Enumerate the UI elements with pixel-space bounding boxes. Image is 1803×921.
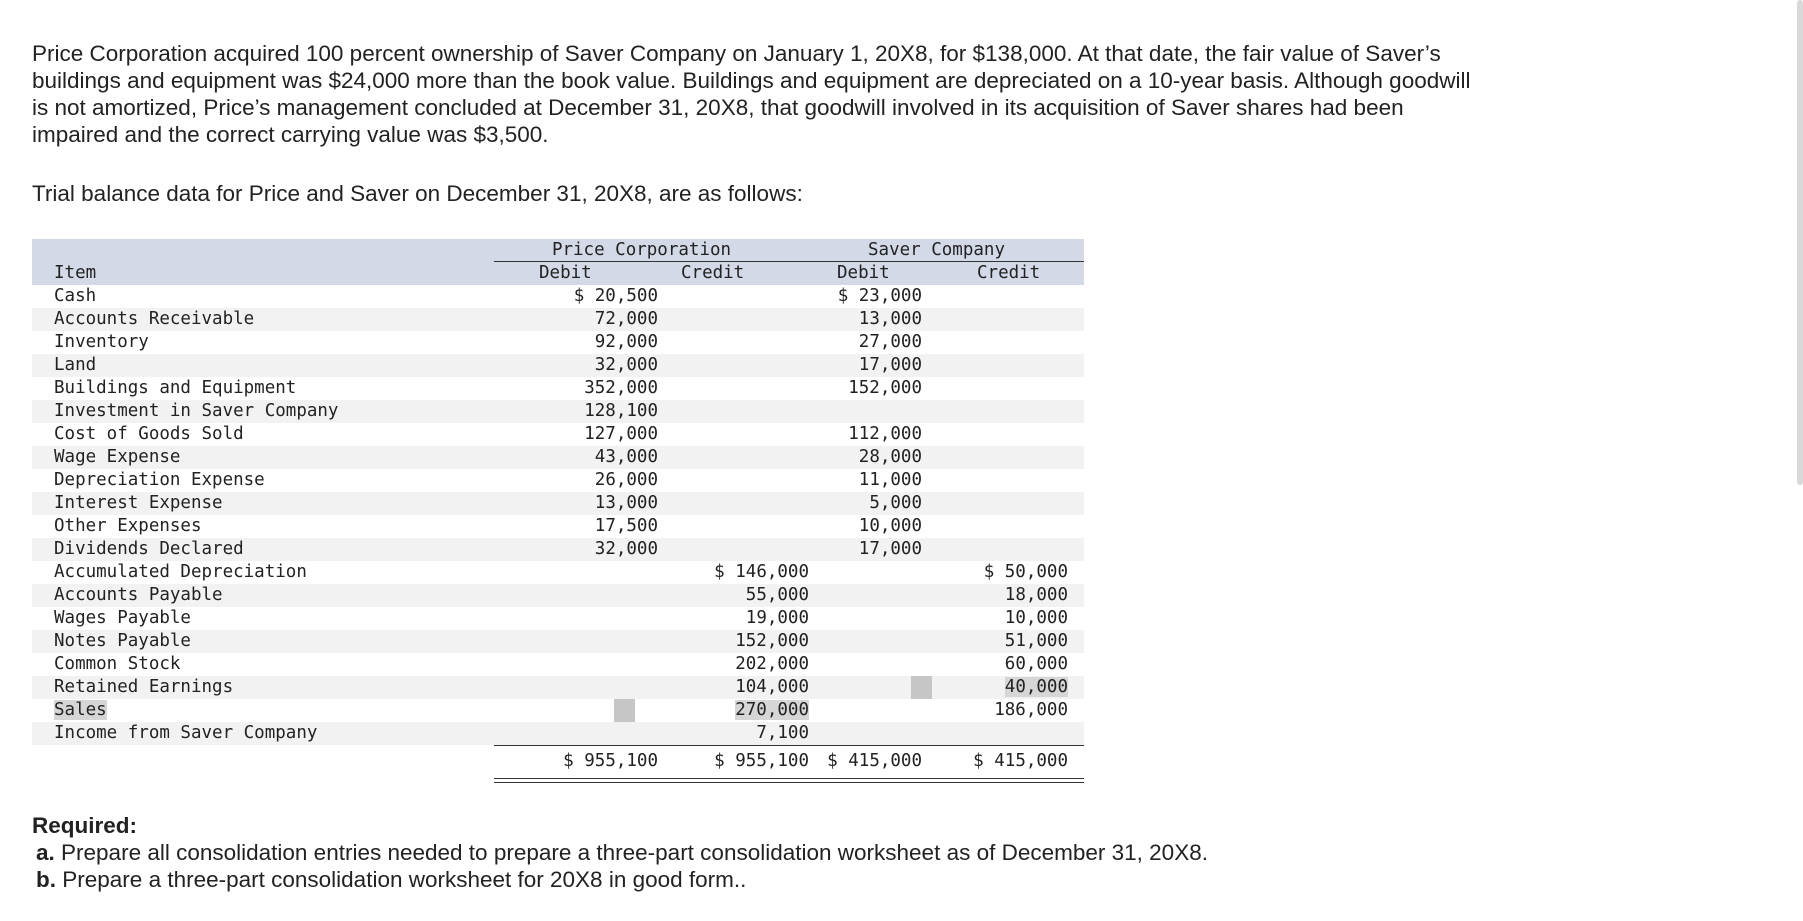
requirement-b (32, 866, 1208, 893)
price-debit-value: 32,000 (594, 539, 658, 559)
saver-debit-value: 152,000 (848, 378, 922, 398)
price-corporation-header: Price Corporation (494, 240, 789, 262)
table-row (32, 630, 1084, 653)
price-debit-total: $ 955,100 (563, 751, 658, 771)
table-row (32, 515, 1084, 538)
price-debit-value: 17,500 (594, 516, 658, 536)
row-item-label-highlight: Sales (54, 700, 107, 720)
price-credit-value: 202,000 (735, 654, 809, 674)
selection-marker (614, 699, 635, 722)
saver-credit-value: 18,000 (1004, 585, 1068, 605)
row-item-label: Income from Saver Company (54, 723, 318, 743)
table-row (32, 354, 1084, 377)
price-credit-value: $ 146,000 (714, 562, 809, 582)
saver-credit-value: 51,000 (1004, 631, 1068, 651)
price-debit-value: 13,000 (594, 493, 658, 513)
saver-debit-value: 13,000 (858, 309, 922, 329)
saver-credit-header: Credit (977, 263, 1041, 283)
row-item-label: Cash (54, 286, 97, 306)
saver-debit-total: $ 415,000 (827, 751, 922, 771)
row-item-label: Other Expenses (54, 516, 202, 536)
price-credit-value: 55,000 (745, 585, 809, 605)
price-credit-value (649, 699, 809, 722)
saver-credit-value: 186,000 (994, 700, 1068, 720)
row-item-label: Retained Earnings (54, 677, 234, 697)
required-section (32, 812, 1208, 893)
row-item-label: Wage Expense (54, 447, 181, 467)
requirement-a-text: Prepare all consolidation entries needed to prepare a three-part consolidation worksheet as of December 31, 20X8. (61, 840, 1208, 865)
requirement-a-letter: a. (36, 840, 55, 865)
saver-debit-value: 17,000 (858, 539, 922, 559)
table-row (32, 400, 1084, 423)
price-credit-value: 152,000 (735, 631, 809, 651)
row-item-label: Investment in Saver Company (54, 401, 339, 421)
requirement-b-text: Prepare a three-part consolidation worksheet for 20X8 in good form.. (62, 867, 747, 892)
row-item-label: Wages Payable (54, 608, 191, 628)
price-credit-total: $ 955,100 (714, 751, 809, 771)
row-item-label: Land (54, 355, 97, 375)
row-item-label: Accumulated Depreciation (54, 562, 307, 582)
table-row (32, 492, 1084, 515)
saver-credit-value-highlight: 40,000 (1004, 677, 1068, 697)
saver-debit-value: 10,000 (858, 516, 922, 536)
requirement-b-letter: b. (36, 867, 56, 892)
saver-credit-value: 60,000 (1004, 654, 1068, 674)
price-credit-value: 104,000 (735, 677, 809, 697)
saver-credit-value: $ 50,000 (983, 562, 1068, 582)
price-debit-header: Debit (539, 263, 592, 283)
table-row (32, 653, 1084, 676)
saver-debit-value: 17,000 (858, 355, 922, 375)
page-scrollbar[interactable] (1797, 0, 1803, 485)
table-row (32, 584, 1084, 607)
table-row (32, 607, 1084, 630)
totals-row (32, 750, 1084, 773)
price-credit-value: 7,100 (756, 723, 809, 743)
price-debit-value: 92,000 (594, 332, 658, 352)
saver-credit-value: 10,000 (1004, 608, 1068, 628)
table-row (32, 446, 1084, 469)
saver-debit-value: 11,000 (858, 470, 922, 490)
price-debit-value: 32,000 (594, 355, 658, 375)
row-item-label: Cost of Goods Sold (54, 424, 244, 444)
price-credit-value: 19,000 (745, 608, 809, 628)
table-row (32, 308, 1084, 331)
item-column-header: Item (54, 263, 97, 283)
requirement-a (32, 839, 1208, 866)
price-debit-value: $ 20,500 (573, 286, 658, 306)
table-row (32, 285, 1084, 308)
row-item-label: Common Stock (54, 654, 181, 674)
saver-debit-value: 5,000 (869, 493, 922, 513)
row-item-label (54, 699, 107, 722)
table-row (32, 722, 1084, 745)
selection-marker (911, 676, 932, 699)
row-item-label: Notes Payable (54, 631, 191, 651)
saver-debit-value: 112,000 (848, 424, 922, 444)
required-label: Required: (32, 813, 138, 838)
row-item-label: Buildings and Equipment (54, 378, 297, 398)
saver-debit-header: Debit (837, 263, 890, 283)
table-row (32, 331, 1084, 354)
table-row (32, 377, 1084, 400)
row-item-label: Depreciation Expense (54, 470, 265, 490)
table-row (32, 699, 1084, 722)
saver-debit-value: 27,000 (858, 332, 922, 352)
row-item-label: Accounts Receivable (54, 309, 255, 329)
saver-credit-total: $ 415,000 (973, 751, 1068, 771)
price-debit-value: 72,000 (594, 309, 658, 329)
problem-paragraph: Price Corporation acquired 100 percent ownership of Saver Company on January 1, 20X8, for $138,000. At that date, the fair value of Saver’s buildings and equipment was $24,000 more than the book value. Buildings and equipment are depreciated on a 10-year basis. Although goodwill is not amortized, Price’s management concluded at December 31, 20X8, that goodwill involved in its acquisition of Saver shares had been impaired and the correct carrying value was $3,500. (32, 41, 1471, 147)
price-debit-value: 128,100 (584, 401, 658, 421)
saver-debit-value: $ 23,000 (837, 286, 922, 306)
table-row (32, 469, 1084, 492)
price-debit-value: 127,000 (584, 424, 658, 444)
price-credit-value-highlight: 270,000 (735, 700, 809, 720)
row-item-label: Dividends Declared (54, 539, 244, 559)
price-debit-value: 26,000 (594, 470, 658, 490)
price-debit-value: 352,000 (584, 378, 658, 398)
totals-rule (494, 745, 1084, 746)
table-row (32, 423, 1084, 446)
saver-company-header: Saver Company (789, 240, 1084, 262)
row-item-label: Interest Expense (54, 493, 223, 513)
price-debit-value: 43,000 (594, 447, 658, 467)
table-row (32, 538, 1084, 561)
saver-debit-value: 28,000 (858, 447, 922, 467)
table-row (32, 561, 1084, 584)
price-credit-header: Credit (681, 263, 745, 283)
row-item-label: Inventory (54, 332, 149, 352)
saver-credit-value (908, 676, 1068, 699)
row-item-label: Accounts Payable (54, 585, 223, 605)
totals-double-rule (494, 778, 1084, 783)
table-lead-sentence: Trial balance data for Price and Saver on December 31, 20X8, are as follows: (32, 181, 803, 206)
